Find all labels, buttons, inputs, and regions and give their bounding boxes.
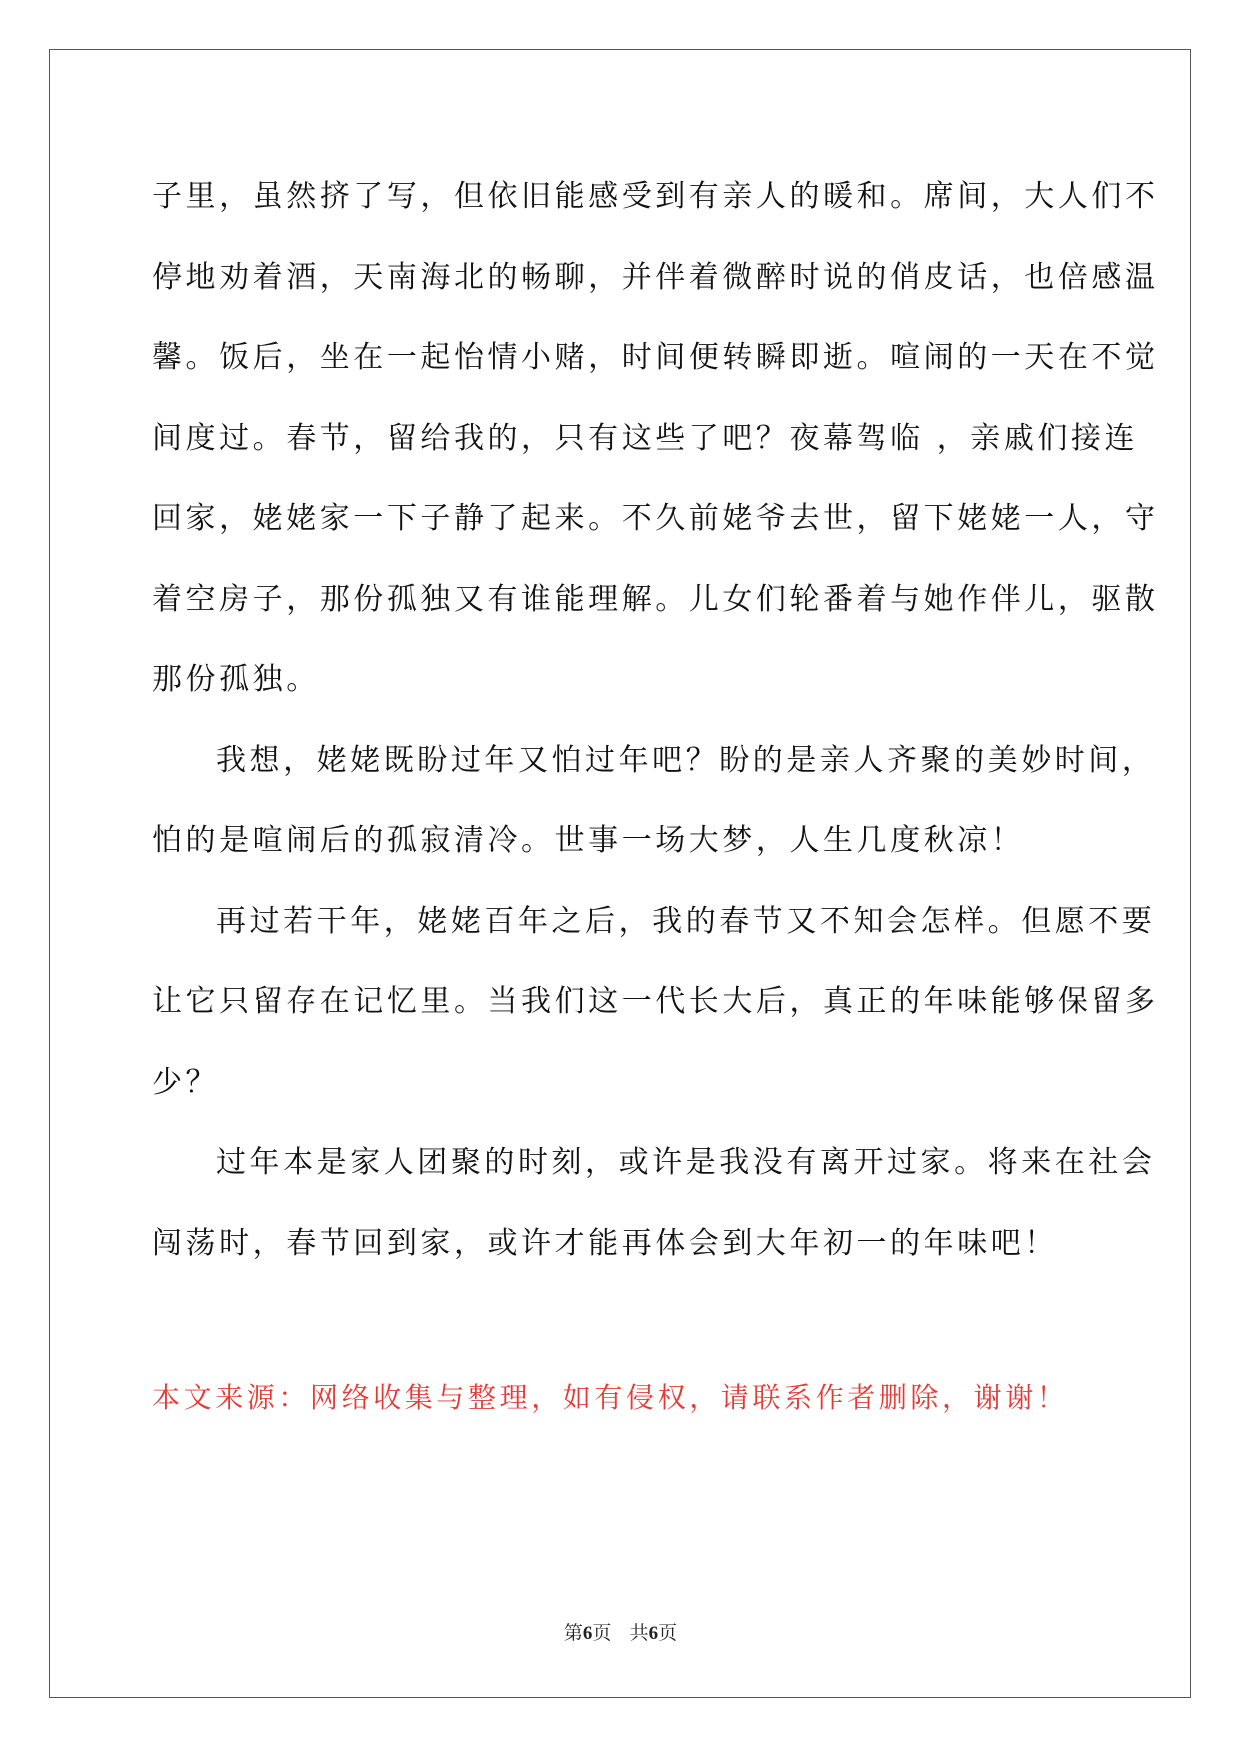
page-number: 6 <box>582 1623 593 1644</box>
page-suffix: 页 <box>592 1622 612 1644</box>
source-note: 本文来源：网络收集与整理，如有侵权，请联系作者删除，谢谢！ <box>152 1381 1069 1414</box>
text-line: 停地劝着酒，天南海北的畅聊，并伴着微醉时说的俏皮话，也倍感温 <box>152 259 1159 295</box>
total-prefix: 共 <box>629 1622 649 1644</box>
paragraph-3 <box>152 882 1159 1124</box>
text-line: 着空房子，那份孤独又有谁能理解。儿女们轮番着与她作伴儿，驱散 <box>152 581 1159 617</box>
document-body <box>152 157 1159 1284</box>
text-line: 子里，虽然挤了写，但依旧能感受到有亲人的暖和。席间，大人们不 <box>152 179 1159 214</box>
text-line: 闯荡时，春节回到家，或许才能再体会到大年初一的年味吧！ <box>152 1225 1058 1261</box>
text-line: 少？ <box>152 1064 220 1100</box>
text-line: 那份孤独。 <box>152 662 320 697</box>
text-line: 再过若干年，姥姥百年之后，我的春节又不知会怎样。但愿不要 <box>216 903 1156 939</box>
text-line: 回家，姥姥家一下子静了起来。不久前姥爷去世，留下姥姥一人，守 <box>152 501 1159 536</box>
total-suffix: 页 <box>658 1622 678 1644</box>
paragraph-1 <box>152 157 1159 721</box>
text-line: 过年本是家人团聚的时刻，或许是我没有离开过家。将来在社会 <box>216 1145 1156 1180</box>
paragraph-4 <box>152 1123 1156 1284</box>
page-footer <box>0 1618 1241 1645</box>
text-line: 我想，姥姥既盼过年又怕过年吧？盼的是亲人齐聚的美妙时间， <box>216 742 1156 778</box>
text-line: 怕的是喧闹后的孤寂清冷。世事一场大梦，人生几度秋凉！ <box>152 823 1025 858</box>
text-line: 间度过。春节，留给我的，只有这些了吧？夜幕驾临 ，亲戚们接连 <box>152 420 1139 456</box>
paragraph-2 <box>152 721 1156 882</box>
text-line: 馨。饭后，坐在一起怡情小赌，时间便转瞬即逝。喧闹的一天在不觉 <box>152 340 1159 375</box>
text-line: 让它只留存在记忆里。当我们这一代长大后，真正的年味能够保留多 <box>152 984 1159 1019</box>
page-prefix: 第 <box>563 1622 583 1644</box>
total-pages: 6 <box>648 1623 659 1644</box>
